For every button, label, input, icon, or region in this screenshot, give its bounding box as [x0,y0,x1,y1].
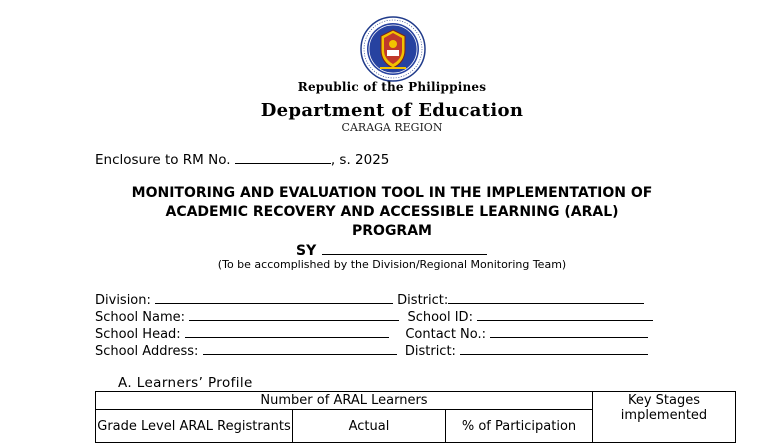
title-line-2: ACADEMIC RECOVERY AND ACCESSIBLE LEARNING (ARAL) [165,204,619,220]
republic-of-the-philippines: Republic of the Philippines [297,80,487,94]
form-row-division [95,291,644,308]
form-row-school-head [95,325,648,342]
school-name-label: School Name: [95,310,186,325]
school-year-line [296,241,487,259]
school-head-label: School Head: [95,327,181,342]
section-a-heading: A. Learners’ Profile [118,375,253,391]
table-header-row [96,392,736,410]
contact-no-field[interactable] [490,325,648,338]
region-label: CARAGA REGION [341,121,443,134]
grade-level-header: Grade Level ARAL Registrants [96,410,293,443]
district-field[interactable] [448,291,644,304]
district2-label: District: [404,344,456,359]
school-id-field[interactable] [477,308,653,321]
district-label: District: [397,293,449,308]
deped-seal-logo [360,16,426,82]
school-name-field[interactable] [189,308,399,321]
document-title [60,184,724,241]
school-address-field[interactable] [203,342,397,355]
title-line-3: PROGRAM [352,223,432,239]
actual-header: Actual [293,410,446,443]
title-line-1: MONITORING AND EVALUATION TOOL IN THE IMPLEMENTATION OF [131,185,653,201]
enclosure-line [95,150,389,168]
school-address-label: School Address: [95,344,199,359]
sy-label: SY [296,243,317,259]
instruction-note: (To be accomplished by the Division/Regional Monitoring Team) [217,258,567,271]
participation-header: % of Participation [446,410,593,443]
form-row-school-address [95,342,648,359]
enclosure-suffix: , s. 2025 [330,152,390,168]
key-stages-header: Key Stages implemented [593,392,736,443]
form-row-school-name [95,308,653,325]
school-id-label: School ID: [407,310,473,325]
division-label: Division: [95,293,151,308]
aral-learners-group-header: Number of ARAL Learners [96,392,593,410]
contact-no-label: Contact No.: [405,327,487,342]
sy-field[interactable] [322,241,487,255]
department-of-education-title: Department of Education [260,100,524,121]
enclosure-prefix: Enclosure to RM No. [95,152,231,168]
district2-field[interactable] [460,342,648,355]
division-field[interactable] [155,291,393,304]
rm-number-field[interactable] [235,150,331,164]
learners-profile-table [95,391,736,443]
school-head-field[interactable] [185,325,389,338]
